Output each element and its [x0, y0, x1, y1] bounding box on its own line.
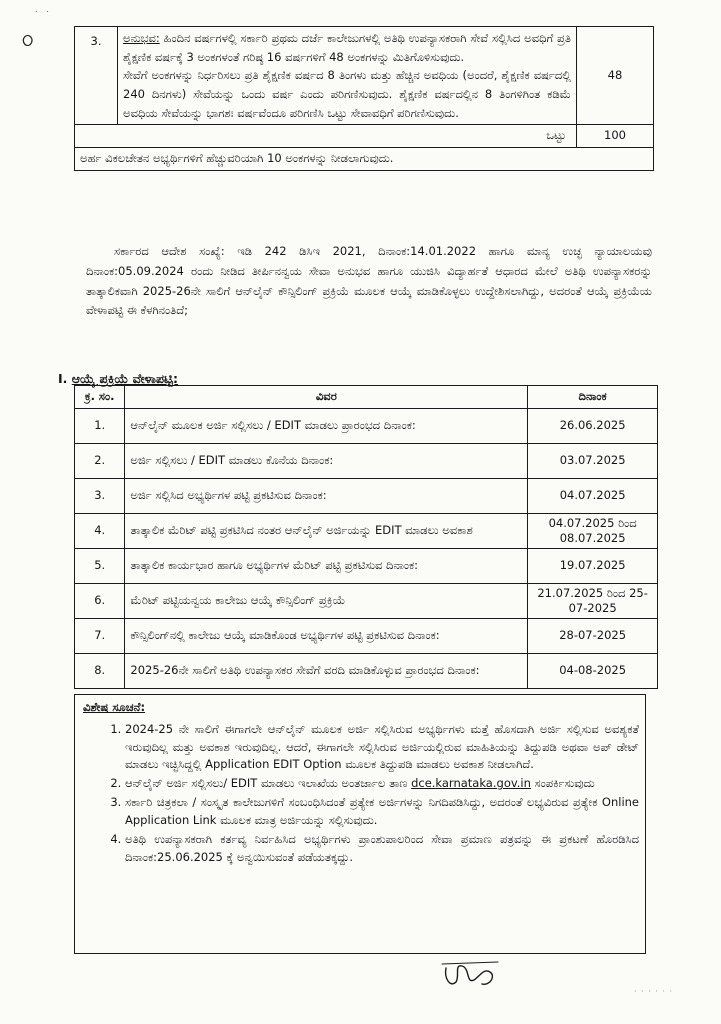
schedule-table — [74, 385, 658, 689]
row-date: 04-08-2025 — [528, 653, 658, 688]
score-table — [74, 26, 654, 171]
header-date: ದಿನಾಂಕ — [528, 386, 658, 409]
table-row — [75, 408, 658, 443]
table-row — [75, 583, 658, 618]
total-row — [75, 125, 654, 148]
list-item: 3. ಸರ್ಕಾರಿ ಚಿತ್ರಕಲಾ / ಸಂಸ್ಕೃತ ಕಾಲೇಜುಗಳಿಗೆ ಸಂಬಂಧಿಸಿದಂತೆ ಪ್ರತ್ಯೇಕ ಅರ್ಜಿಗಳನ್ನು ನಿಗದಿಪಡಿಸಿದ್ದು, ಅದರಂತೆ ಲಭ್ಯವಿರುವ ಪ್ರತ್ಯೇಕ Online Application Link ಮೂಲಕ ಮಾತ್ರ ಅರ್ಜಿಯನ್ನು ಸಲ್ಲಿಸುವುದು. — [125, 794, 639, 830]
list-item: 4. ಅತಿಥಿ ಉಪನ್ಯಾಸಕರಾಗಿ ಕರ್ತವ್ಯ ನಿರ್ವಹಿಸಿದ ಅಭ್ಯರ್ಥಿಗಳು ಪ್ರಾಂಶುಪಾಲರಿಂದ ಸೇವಾ ಪ್ರಮಾಣ ಪತ್ರವನ್ನು ಈ ಪ್ರಕಟಣೆ ಹೊರಡಿಸಿದ ದಿನಾಂಕ:25.06.2025 ಕ್ಕೆ ಅನ್ವಯಿಸುವಂತೆ ಪಡೆಯತಕ್ಕದ್ದು. — [125, 831, 639, 867]
table-row — [75, 548, 658, 583]
table-row — [75, 618, 658, 653]
experience-text-2: ಸೇವೆಗೆ ಅಂಕಗಳನ್ನು ನಿರ್ಧರಿಸಲು ಪ್ರತಿ ಶೈಕ್ಷಣಿಕ ವರ್ಷದ 8 ತಿಂಗಳು ಮತ್ತು ಹೆಚ್ಚಿನ ಅವಧಿಯ (ಅಂದರೆ, ಶೈಕ್ಷಣಿಕ ವರ್ಷದಲ್ಲಿ 240 ದಿನಗಳು) ಸೇವೆಯನ್ನು ಒಂದು ವರ್ಷ ಎಂದು ಪರಿಗಣಿಸುವುದು. ಶೈಕ್ಷಣಿಕ ವರ್ಷದಲ್ಲಿನ 8 ತಿಂಗಳಿಗಿಂತ ಕಡಿಮೆ ಅವಧಿಯ ಸೇವೆಯನ್ನು ಭಾಗಶಃ ವರ್ಷವೆಂದೂ ಪರಿಗಣಿಸಿ ಒಟ್ಟು ಸೇವಾವಧಿಗೆ ಪರಿಗಣಿಸುವುದು. — [123, 68, 571, 120]
row-date: 26.06.2025 — [528, 408, 658, 443]
row-desc: ತಾತ್ಕಾಲಿಕ ಕಾರ್ಯಭಾರ ಹಾಗೂ ಅಭ್ಯರ್ಥಿಗಳ ಮೆರಿಟ್ ಪಟ್ಟಿ ಪ್ರಕಟಿಸುವ ದಿನಾಂಕ: — [125, 548, 528, 583]
special-notes-box — [74, 694, 646, 954]
row-date: 19.07.2025 — [528, 548, 658, 583]
table-row — [75, 653, 658, 688]
scan-footer-marks: · · · · · · — [634, 987, 673, 996]
row-desc: ಆನ್‌ಲೈನ್ ಮೂಲಕ ಅರ್ಜಿ ಸಲ್ಲಿಸಲು / EDIT ಮಾಡಲು ಪ್ರಾರಂಭದ ದಿನಾಂಕ: — [125, 408, 528, 443]
row-no: 7. — [75, 618, 125, 653]
total-label: ಒಟ್ಟು — [75, 125, 577, 148]
row-no: 6. — [75, 583, 125, 618]
row-date: 03.07.2025 — [528, 443, 658, 478]
experience-marks: 48 — [577, 27, 654, 125]
margin-mark: ଠ — [22, 31, 34, 51]
header-no: ಕ್ರ. ಸಂ. — [75, 386, 125, 409]
experience-heading: ಅನುಭವ: — [123, 31, 160, 45]
schedule-header — [75, 386, 658, 409]
experience-text-1: ಹಿಂದಿನ ವರ್ಷಗಳಲ್ಲಿ ಸರ್ಕಾರಿ ಪ್ರಥಮ ದರ್ಜೆ ಕಾಲೇಜುಗಳಲ್ಲಿ ಅತಿಥಿ ಉಪನ್ಯಾಸಕರಾಗಿ ಸೇವೆ ಸಲ್ಲಿಸಿದ ಅವಧಿಗೆ ಪ್ರತಿ ಶೈಕ್ಷಣಿಕ ವರ್ಷಕ್ಕೆ 3 ಅಂಕಗಳಂತೆ ಗರಿಷ್ಠ 16 ವರ್ಷಗಳಿಗೆ 48 ಅಂಕಗಳನ್ನು ಮಿತಿಗೊಳಿಸುವುದು. — [123, 31, 571, 64]
total-value: 100 — [577, 125, 654, 148]
website-link[interactable]: dce.karnataka.gov.in — [411, 776, 531, 791]
row-no: 2. — [75, 443, 125, 478]
footnote-row — [75, 147, 654, 170]
row-no: 5. — [75, 548, 125, 583]
row-no: 1. — [75, 408, 125, 443]
section-title: ಆಯ್ಕೆ ಪ್ರಕ್ರಿಯೆ ವೇಳಾಪಟ್ಟಿ: — [71, 371, 179, 386]
section-number: I. — [58, 371, 68, 386]
list-item: 1. 2024-25 ನೇ ಸಾಲಿಗೆ ಈಗಾಗಲೇ ಆನ್‌ಲೈನ್ ಮೂಲಕ ಅರ್ಜಿ ಸಲ್ಲಿಸಿರುವ ಅಭ್ಯರ್ಥಿಗಳು ಮತ್ತೆ ಹೊಸದಾಗಿ ಅರ್ಜಿ ಸಲ್ಲಿಸುವ ಅವಶ್ಯಕತೆ ಇರುವುದಿಲ್ಲ ಮತ್ತು ಅವಕಾಶ ಇರುವುದಿಲ್ಲ. ಆದರೆ, ಈಗಾಗಲೇ ಸಲ್ಲಿಸಿರುವ ಅರ್ಜಿಯಲ್ಲಿರುವ ಮಾಹಿತಿಯನ್ನು ತಿದ್ದುಪಡಿ ಅಥವಾ ಅಪ್ ಡೇಟ್ ಮಾಡಲು ಇಚ್ಛಿಸಿದ್ದಲ್ಲಿ Application EDIT Option ಮೂಲಕ ತಿದ್ದುಪಡಿ ಮಾಡಲು ಅವಕಾಶ ನೀಡಲಾಗಿದೆ. — [125, 721, 639, 774]
scan-tick-marks: ˙ ˙ — [34, 11, 52, 21]
table-row — [75, 443, 658, 478]
table-row — [75, 478, 658, 513]
row-desc: ಅರ್ಜಿ ಸಲ್ಲಿಸಿದ ಅಭ್ಯರ್ಥಿಗಳ ಪಟ್ಟಿ ಪ್ರಕಟಿಸುವ ದಿನಾಂಕ: — [125, 478, 528, 513]
notes-title: ವಿಶೇಷ ಸೂಚನೆ: — [83, 700, 146, 714]
row-desc: ತಾತ್ಕಾಲಿಕ ಮೆರಿಟ್ ಪಟ್ಟಿ ಪ್ರಕಟಿಸಿದ ನಂತರ ಆನ್‌ಲೈನ್ ಅರ್ಜಿಯನ್ನು EDIT ಮಾಡಲು ಅವಕಾಶ — [125, 513, 528, 548]
experience-description — [118, 27, 577, 125]
row-desc: ಕೌನ್ಸಿಲಿಂಗ್‌ನಲ್ಲಿ ಕಾಲೇಜು ಆಯ್ಕೆ ಮಾಡಿಕೊಂಡ ಅಭ್ಯರ್ಥಿಗಳ ಪಟ್ಟಿ ಪ್ರಕಟಿಸುವ ದಿನಾಂಕ: — [125, 618, 528, 653]
note-text: ಸಂಪರ್ಕಿಸುವುದು — [530, 776, 595, 791]
row-no: 8. — [75, 653, 125, 688]
note-text: ಆನ್‌ಲೈನ್ ಅರ್ಜಿ ಸಲ್ಲಿಸಲು/ EDIT ಮಾಡಲು ಇಲಾಖೆಯ ಅಂತರ್ಜಾಲ ತಾಣ — [125, 776, 412, 791]
row-date: 04.07.2025 ರಿಂದ 08.07.2025 — [528, 513, 658, 548]
row-desc: 2025-26ನೇ ಸಾಲಿಗೆ ಅತಿಥಿ ಉಪನ್ಯಾಸಕರ ಸೇವೆಗೆ ವರದಿ ಮಾಡಿಕೊಳ್ಳುವ ಪ್ರಾರಂಭದ ದಿನಾಂಕ: — [125, 653, 528, 688]
row-desc: ಮೆರಿಟ್ ಪಟ್ಟಿಯನ್ವಯ ಕಾಲೇಜು ಆಯ್ಕೆ ಕೌನ್ಸಿಲಿಂಗ್ ಪ್ರಕ್ರಿಯೆ — [125, 583, 528, 618]
header-desc: ವಿವರ — [125, 386, 528, 409]
row-number: 3. — [75, 27, 118, 125]
row-desc: ಅರ್ಜಿ ಸಲ್ಲಿಸಲು / EDIT ಮಾಡಲು ಕೊನೆಯ ದಿನಾಂಕ: — [125, 443, 528, 478]
row-date: 04.07.2025 — [528, 478, 658, 513]
row-date: 21.07.2025 ರಿಂದ 25-07-2025 — [528, 583, 658, 618]
footnote: ಅರ್ಹ ವಿಕಲಚೇತನ ಅಭ್ಯರ್ಥಿಗಳಿಗೆ ಹೆಚ್ಚುವರಿಯಾಗಿ 10 ಅಂಕಗಳನ್ನು ನೀಡಲಾಗುವುದು. — [75, 147, 654, 170]
main-paragraph: ಸರ್ಕಾರದ ಆದೇಶ ಸಂಖ್ಯೆ: ಇಡಿ 242 ಡಿಸಿಇ 2021, ದಿನಾಂಕ:14.01.2022 ಹಾಗೂ ಮಾನ್ಯ ಉಚ್ಛ ನ್ಯಾಯಾಲಯವು ದಿನಾಂಕ:05.09.2024 ರಂದು ನೀಡಿದ ತೀರ್ಪಿನನ್ವಯ ಸೇವಾ ಅನುಭವ ಹಾಗೂ ಯುಜಿಸಿ ವಿದ್ಯಾರ್ಹತೆ ಆಧಾರದ ಮೇಲೆ ಅತಿಥಿ ಉಪನ್ಯಾಸಕರನ್ನು ತಾತ್ಕಾಲಿಕವಾಗಿ 2025-26ನೇ ಸಾಲಿಗೆ ಆನ್‌ಲೈನ್ ಕೌನ್ಸಿಲಿಂಗ್ ಪ್ರಕ್ರಿಯೆ ಮೂಲಕ ಆಯ್ಕೆ ಮಾಡಿಕೊಳ್ಳಲು ಉದ್ದೇಶಿಸಲಾಗಿದ್ದು, ಅದರಂತೆ ಆಯ್ಕೆ ಪ್ರಕ್ರಿಯೆಯ ವೇಳಾಪಟ್ಟಿ ಈ ಕೆಳಗಿನಂತಿದೆ; — [86, 244, 652, 318]
table-row — [75, 513, 658, 548]
table-row — [75, 27, 654, 125]
notes-list — [81, 721, 639, 867]
signature-mark — [440, 958, 500, 992]
row-no: 3. — [75, 478, 125, 513]
row-no: 4. — [75, 513, 125, 548]
row-date: 28-07-2025 — [528, 618, 658, 653]
list-item — [125, 775, 639, 793]
